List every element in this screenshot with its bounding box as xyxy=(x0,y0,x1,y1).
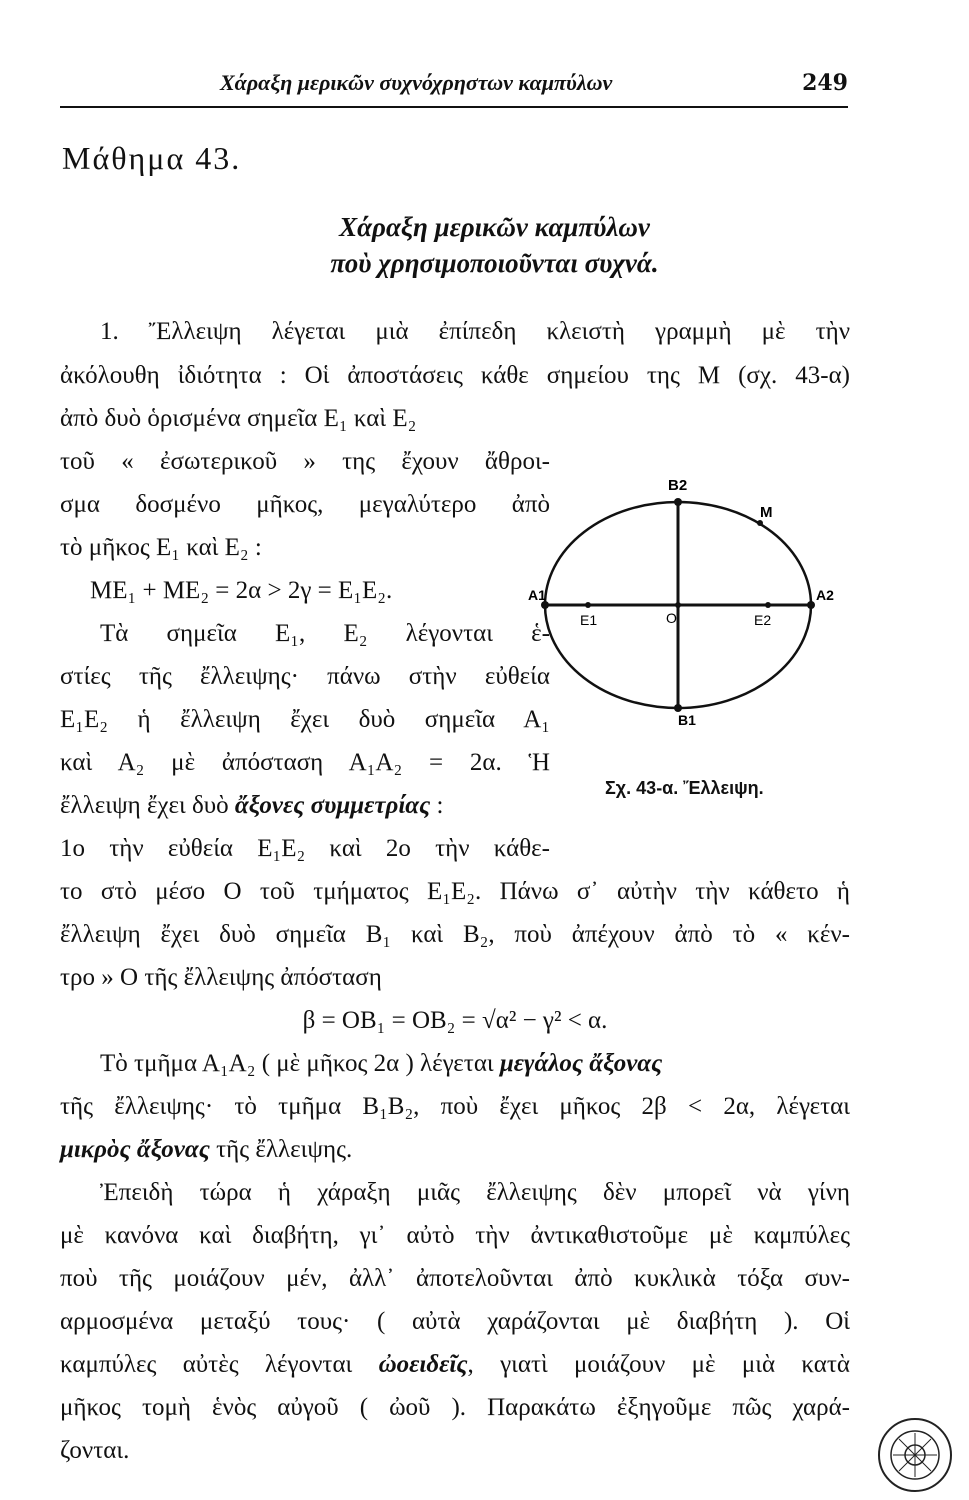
emphasis-term: μικρὸς ἄξονας xyxy=(60,1136,210,1163)
label-e2: E2 xyxy=(754,612,772,628)
ellipse-figure xyxy=(528,455,858,728)
body-line: μὲ κανόνα καὶ διαβήτη, γι᾽ αὐτὸ τὴν ἀντικαθιστοῦμε μὲ καμπύλες xyxy=(60,1222,850,1249)
body-line: τῆς ἔλλειψης· τὸ τμῆμα Β₁Β₂, ποὺ ἔχει μῆκος 2β < 2α, λέγεται xyxy=(60,1093,850,1120)
body-line: ζονται. xyxy=(60,1437,130,1464)
text-span: Τὸ τμῆμα Α₁Α₂ ( μὲ μῆκος 2α ) λέγεται xyxy=(100,1050,500,1077)
emphasis-term: ὠοειδεῖς xyxy=(378,1351,468,1378)
point-e1 xyxy=(585,602,591,608)
point-b1 xyxy=(674,704,682,712)
page-header xyxy=(60,70,848,108)
label-a2: A2 xyxy=(816,587,834,603)
body-line: τοῦ « ἐσωτερικοῦ » της ἔχουν ἄθροι- xyxy=(60,448,550,475)
text-span: καμπύλες αὐτὲς λέγονται xyxy=(60,1351,379,1378)
section-title-line-1: Χάραξη μερικῶν καμπύλων xyxy=(339,212,650,242)
body-line: καὶ Α₂ μὲ ἀπόσταση Α₁Α₂ = 2α. Ἡ xyxy=(60,749,550,776)
body-line: ἀπὸ δυὸ ὁρισμένα σημεῖα Ε₁ καὶ Ε₂ xyxy=(60,405,417,432)
label-a1: A1 xyxy=(528,587,546,603)
label-b2: B2 xyxy=(668,477,688,494)
emphasis-term: ἄξονες συμμετρίας xyxy=(234,792,431,819)
body-line: ἀκόλουθη ἰδιότητα : Οἱ ἀποστάσεις κάθε σημείου της Μ (σχ. 43-α) xyxy=(60,362,850,389)
body-line: Ε₁Ε₂ ἡ ἔλλειψη ἔχει δυὸ σημεῖα Α₁ xyxy=(60,706,550,733)
body-line: ποὺ τῆς μοιάζουν μέν, ἀλλ᾽ ἀποτελοῦνται ἀπὸ κυκλικὰ τόξα συν- xyxy=(60,1265,850,1292)
text-span: : xyxy=(430,792,444,819)
body-line: το στὸ μέσο Ο τοῦ τμήματος Ε₁Ε₂. Πάνω σ᾽ αὐτὴν τὴν κάθετο ἡ xyxy=(60,878,850,905)
body-line: τρο » Ο τῆς ἔλλειψης ἀπόσταση xyxy=(60,964,382,991)
body-line: τὸ μῆκος Ε₁ καὶ Ε₂ : xyxy=(60,534,262,561)
body-line: αρμοσμένα μεταξύ τους· ( αὐτὰ χαράζονται μὲ διαβήτη ). Οἱ xyxy=(60,1308,850,1335)
text-span: ἔλλειψη ἔχει δυὸ xyxy=(60,792,235,819)
equation: β = ΟΒ₁ = ΟΒ₂ = √α² − γ² < α. xyxy=(302,1007,608,1034)
text-span: τῆς ἔλλειψης. xyxy=(209,1136,353,1163)
body-line: Τὰ σημεῖα Ε₁, Ε₂ λέγονται ἑ- xyxy=(100,620,550,647)
body-line: ἔλλειψη ἔχει δυὸ σημεῖα Β₁ καὶ Β₂, ποὺ ἀπέχουν ἀπὸ τὸ « κέν- xyxy=(60,921,850,948)
body-line: Ἐπειδὴ τώρα ἡ χάραξη μιᾶς ἔλλειψης δὲν μπορεῖ νὰ γίνη xyxy=(100,1179,850,1206)
point-b2 xyxy=(674,498,682,506)
lesson-heading: Μάθημα 43. xyxy=(62,140,242,176)
emphasis-term: μεγάλος ἄξονας xyxy=(499,1050,663,1077)
body-line xyxy=(60,792,550,820)
label-e1: E1 xyxy=(580,612,598,628)
body-line xyxy=(60,1136,850,1164)
text-span: , γιατὶ μοιάζουν μὲ μιὰ κατὰ xyxy=(467,1351,850,1378)
label-b1: B1 xyxy=(678,712,696,728)
label-m: M xyxy=(760,504,773,521)
body-line: μῆκος τομὴ ἑνὸς αὐγοῦ ( ὠοῦ ). Παρακάτω ἐξηγοῦμε πῶς χαρά- xyxy=(60,1394,850,1421)
body-line xyxy=(60,1351,850,1379)
point-a2 xyxy=(807,601,815,609)
equation: ΜΕ₁ + ΜΕ₂ = 2α > 2γ = Ε₁Ε₂. xyxy=(90,577,393,604)
point-o xyxy=(675,602,681,608)
body-line: στίες τῆς ἔλλειψης· πάνω στὴν εὐθεία xyxy=(60,663,550,690)
body-line: 1ο τὴν εὐθεία Ε₁Ε₂ καὶ 2ο τὴν κάθε- xyxy=(60,835,550,862)
body-line: 1. Ἔλλειψη λέγεται μιὰ ἐπίπεδη κλειστὴ γραμμὴ μὲ τὴν xyxy=(100,318,850,345)
body-line: σμα δοσμένο μῆκος, μεγαλύτερο ἀπὸ xyxy=(60,491,550,518)
section-title-line-2: ποὺ χρησιμοποιοῦνται συχνά. xyxy=(330,248,659,278)
page-number: 249 xyxy=(802,70,848,96)
point-e2 xyxy=(765,602,771,608)
figure-caption: Σχ. 43-α. Ἔλλειψη. xyxy=(605,778,764,798)
running-title: Χάραξη μερικῶν συχνόχρηστων καμπύλων xyxy=(220,70,613,95)
library-stamp-icon xyxy=(870,1415,960,1495)
body-line xyxy=(60,1050,850,1078)
label-o: O xyxy=(666,610,677,626)
